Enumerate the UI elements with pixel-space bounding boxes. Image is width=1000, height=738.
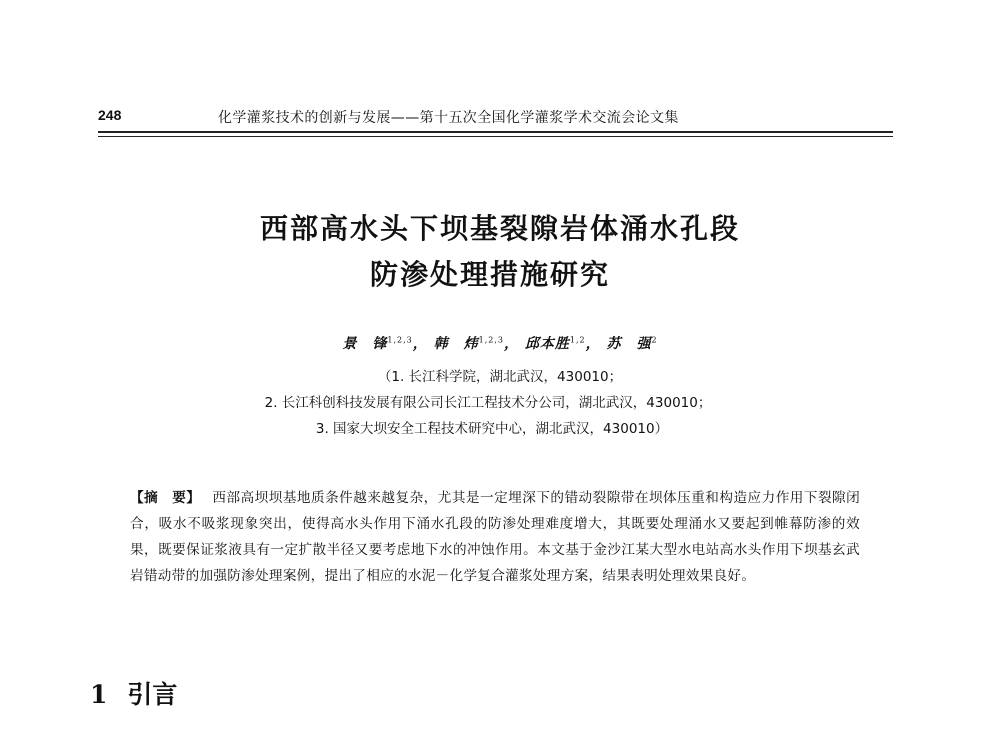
abstract xyxy=(130,485,860,589)
paper-title-line-1: 西部高水头下坝基裂隙岩体涌水孔段 xyxy=(259,212,740,245)
paper-title-line-2: 防渗处理措施研究 xyxy=(369,258,610,291)
header-rule-thick xyxy=(98,131,893,133)
author-name: 邱本胜 xyxy=(524,336,570,352)
running-title: 化学灌浆技术的创新与发展——第十五次全国化学灌浆学术交流会论文集 xyxy=(218,110,679,126)
affiliation-1: （1. 长江科学院，湖北武汉，430010； xyxy=(377,369,623,385)
abstract-label: 【摘 要】 xyxy=(130,490,201,506)
author-affil-mark: 2 xyxy=(651,335,658,345)
author-name: 韩 炜 xyxy=(433,336,479,352)
running-header xyxy=(98,107,893,131)
section-heading xyxy=(90,675,177,711)
author-affil-mark: 1,2 xyxy=(569,335,586,345)
author-name: 景 锋 xyxy=(342,336,388,352)
section-title: 引言 xyxy=(127,680,178,709)
affiliation-3: 3. 国家大坝安全工程技术研究中心，湖北武汉，430010） xyxy=(315,421,669,437)
author-affil-mark: 1,2,3 xyxy=(387,335,413,345)
page-number: 248 xyxy=(98,107,122,123)
section-number: 1 xyxy=(90,680,108,709)
abstract-text: 西部高坝坝基地质条件越来越复杂，尤其是一定埋深下的错动裂隙带在坝体压重和构造应力作用下裂隙闭合，吸水不吸浆现象突出，使得高水头作用下涌水孔段的防渗处理难度增大，其既要处理涌水又要起到帷幕防渗的效果，既要保证浆液具有一定扩散半径又要考虑地下水的冲蚀作用。本文基于金沙江某大型水电站高水头作用下坝基玄武岩错动带的加强防渗处理案例，提出了相应的水泥－化学复合灌浆处理方案，结果表明处理效果良好。 xyxy=(130,490,861,584)
author-list: 景 锋$^{1,2,3}$， 韩 炜$^{1,2,3}$， 邱本胜$^{1,2}$， 苏 强$^2$ xyxy=(342,335,658,352)
affiliation-2: 2. 长江科创科技发展有限公司长江工程技术分公司，湖北武汉，430010； xyxy=(264,395,712,411)
author-affil-mark: 1,2,3 xyxy=(478,335,504,345)
author-name: 苏 强 xyxy=(606,336,652,352)
header-rule-thin xyxy=(98,136,893,137)
